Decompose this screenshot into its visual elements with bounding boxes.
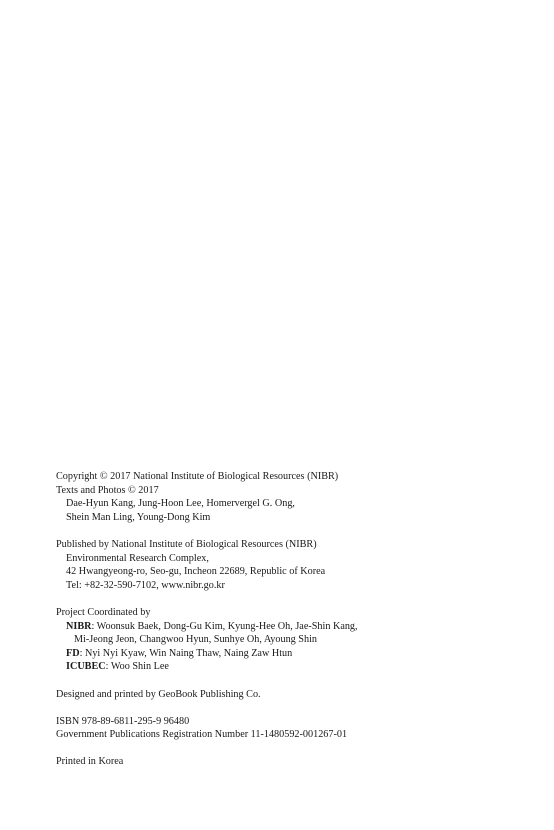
fd-label: FD bbox=[66, 647, 80, 659]
nibr-line-1 bbox=[56, 620, 526, 634]
publisher-block bbox=[56, 538, 526, 592]
fd-line bbox=[56, 647, 526, 661]
gov-registration-line: Government Publications Registration Number 11-1480592-001267-01 bbox=[56, 729, 348, 741]
design-line: Designed and printed by GeoBook Publishing Co. bbox=[56, 688, 261, 700]
icubec-line bbox=[56, 660, 526, 674]
nibr-line-2: Mi-Jeong Jeon, Changwoo Hyun, Sunhye Oh, Ayoung Shin bbox=[74, 634, 317, 646]
nibr-label: NIBR bbox=[66, 620, 92, 632]
fd-members: : Nyi Nyi Kyaw, Win Naing Thaw, Naing Zaw Htun bbox=[79, 647, 293, 659]
registration-block bbox=[56, 715, 526, 742]
printed-line: Printed in Korea bbox=[56, 756, 124, 768]
contact-line: Tel: +82-32-590-7102, www.nibr.go.kr bbox=[66, 579, 225, 591]
nibr-members-1: : Woonsuk Baek, Dong-Gu Kim, Kyung-Hee Oh, Jae-Shin Kang, bbox=[91, 620, 358, 632]
publisher-line: Published by National Institute of Biological Resources (NIBR) bbox=[56, 538, 317, 550]
authors-line-1: Dae-Hyun Kang, Jung-Hoon Lee, Homervergel G. Ong, bbox=[66, 498, 295, 510]
copyright-line: Copyright © 2017 National Institute of Biological Resources (NIBR) bbox=[56, 471, 339, 482]
design-block bbox=[56, 688, 526, 702]
isbn-line: ISBN 978-89-6811-295-9 96480 bbox=[56, 715, 190, 727]
address-line-2: 42 Hwangyeong-ro, Seo-gu, Incheon 22689, Republic of Korea bbox=[66, 566, 326, 578]
project-heading: Project Coordinated by bbox=[56, 606, 151, 618]
authors-line-2: Shein Man Ling, Young-Dong Kim bbox=[66, 511, 211, 523]
colophon bbox=[56, 470, 526, 783]
printed-block bbox=[56, 755, 526, 769]
texts-photos-line: Texts and Photos © 2017 bbox=[56, 484, 159, 496]
icubec-label: ICUBEC bbox=[66, 661, 106, 673]
copyright-block bbox=[56, 470, 526, 524]
project-block bbox=[56, 606, 526, 674]
address-line-1: Environmental Research Complex, bbox=[66, 552, 209, 564]
icubec-members: : Woo Shin Lee bbox=[105, 661, 169, 673]
